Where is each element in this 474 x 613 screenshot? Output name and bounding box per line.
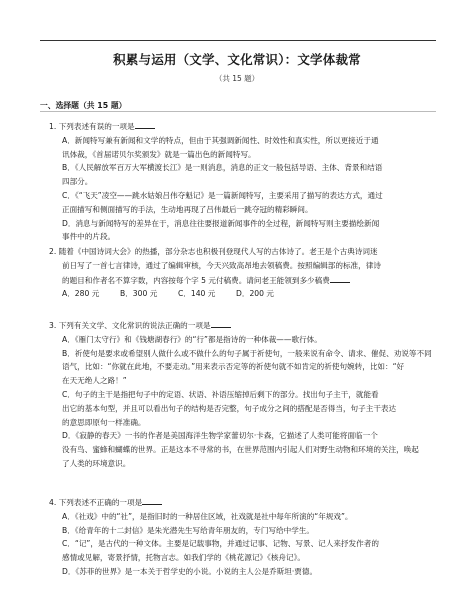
question-3 — [49, 318, 437, 471]
q1-option-a: A．新闻特写兼有新闻和文学的特点，但由于其强调新闻性、时效性和真实性，所以更接近于通 — [62, 135, 379, 145]
page-subtitle: （共 15 题） — [214, 74, 260, 83]
question-1 — [49, 119, 437, 244]
q4-option-c: C．“记”，是古代的一种文体。主要是记载事物，并通过记事、记物、写景、记人来抒发作者的 — [62, 539, 379, 549]
q1-option-d-cont: 事件中的片段。 — [62, 232, 116, 242]
q1-option-c-cont: 正面描写和侧面描写的手法，生动地再现了吕伟最后一跳夺冠的精彩瞬间。 — [62, 204, 313, 214]
q3-option-d-cont1: 没有鸟、蜜蜂和蝴蝶的世界。正是这本不寻常的书，在世界范围内引起人们对野生动物和环境的关注，唤起 — [62, 445, 419, 455]
q1-option-d: D．消息与新闻特写的差异在于，消息往往要报道新闻事件的全过程，新闻特写则主要描绘新闻 — [62, 218, 380, 228]
question-2 — [49, 245, 437, 301]
q3-option-c: C．句子的主干是指把句子中的定语、状语、补语压缩掉后剩下的部分。找出句子主干，就能看 — [62, 389, 379, 399]
question-4-stem: 4. 下列表述不正确的一项是 — [49, 495, 437, 510]
q3-option-b-cont1: 语气，比如：“你就在此地，不要走动。”用来表示否定等的祈使句就不如肯定的祈使句婉转，比如：“好 — [62, 362, 405, 372]
question-1-stem: 1. 下列表述有误的一项是 — [49, 119, 437, 134]
q4-option-a: A．《社戏》中的“社”，是指旧时的一种居住区域，社戏就是社中每年所演的“年规戏”。 — [62, 511, 353, 521]
question-2-stem-line1: 2. 随着《中国诗词大会》的热播，部分杂志也积极刊登现代人写的古体诗了。老王是个古典诗词迷 — [49, 247, 378, 256]
q1-option-c: C．《“飞天”凌空——跳水姑娘吕伟夺魁记》是一篇新闻特写，主要采用了描写的表达方式，通过 — [62, 190, 383, 200]
q2-options — [49, 287, 437, 301]
q4-option-b: B．《给青年的十二封信》是朱光潜先生写给青年朋友的，专门写给中学生。 — [62, 525, 314, 535]
q3-option-c-cont1: 出它的基本句型，并且可以看出句子的结构是否完整，句子成分之间的搭配是否得当，句子主干表达 — [62, 403, 397, 413]
question-2-stem-line2: 前日写了一首七言律诗，通过了编辑审核，今天兴致高昂地去领稿费。按照编辑部的标准，律诗 — [62, 260, 381, 270]
q1-option-b-cont: 四部分。 — [62, 177, 93, 187]
q3-option-a: A．《雁门太守行》和《钱塘湖春行》的“行”都是指诗的一种体裁——歌行体。 — [62, 334, 322, 344]
q2-option-a: A．280 元 — [62, 289, 100, 299]
question-3-stem: 3. 下列有关文学、文化常识的说法正确的一项是 — [49, 318, 437, 333]
question-2-stem-line3: 的题目和作者名不算字数，内容按每个字 5 元付稿费。请问老王能领到多少稿费 — [49, 273, 437, 288]
q3-option-d-cont2: 了人类的环境意识。 — [62, 458, 131, 468]
q2-option-b: B．300 元 — [120, 289, 158, 299]
q4-option-d: D．《苏菲的世界》是一本关于哲学史的小说。小说的主人公是乔斯坦·贾德。 — [62, 566, 318, 576]
q1-option-b: B．《人民解放军百万大军横渡长江》是一则消息，消息的正文一般包括导语、主体、背景和结语 — [62, 163, 383, 173]
q3-option-c-cont2: 的意思即原句一样准确。 — [62, 417, 146, 427]
q3-option-b: B．祈使句是要求或希望别人做什么或不做什么的句子属于祈使句，一般来说有命令、请求、催促、劝说等不同 — [62, 348, 432, 358]
section-heading: 一、选择题（共 15 题） — [40, 101, 127, 110]
q2-option-d: D．200 元 — [236, 289, 274, 299]
question-4 — [49, 495, 437, 579]
section-rule — [40, 111, 436, 112]
q4-option-c-cont: 感情或见解，寄景抒情，托物言志。如我们学的《桃花源记》《核舟记》。 — [62, 553, 305, 563]
q3-option-d: D．《寂静的春天》一书的作者是美国海洋生物学家蕾切尔·卡森，它描述了人类可能将面临一个 — [62, 431, 378, 441]
q3-option-b-cont2: 在天无绝人之路！” — [62, 376, 127, 386]
answer-blank[interactable] — [330, 273, 350, 283]
answer-blank[interactable] — [135, 119, 155, 129]
answer-blank[interactable] — [142, 495, 162, 505]
answer-blank[interactable] — [211, 318, 231, 328]
q1-option-a-cont: 讯体裁，《首届诺贝尔奖颁发》就是一篇出色的新闻特写。 — [62, 149, 256, 159]
top-rule — [40, 40, 436, 41]
page-title: 积累与运用（文学、文化常识）：文学体裁常 — [113, 52, 361, 67]
q2-option-c: C．140 元 — [178, 289, 216, 299]
